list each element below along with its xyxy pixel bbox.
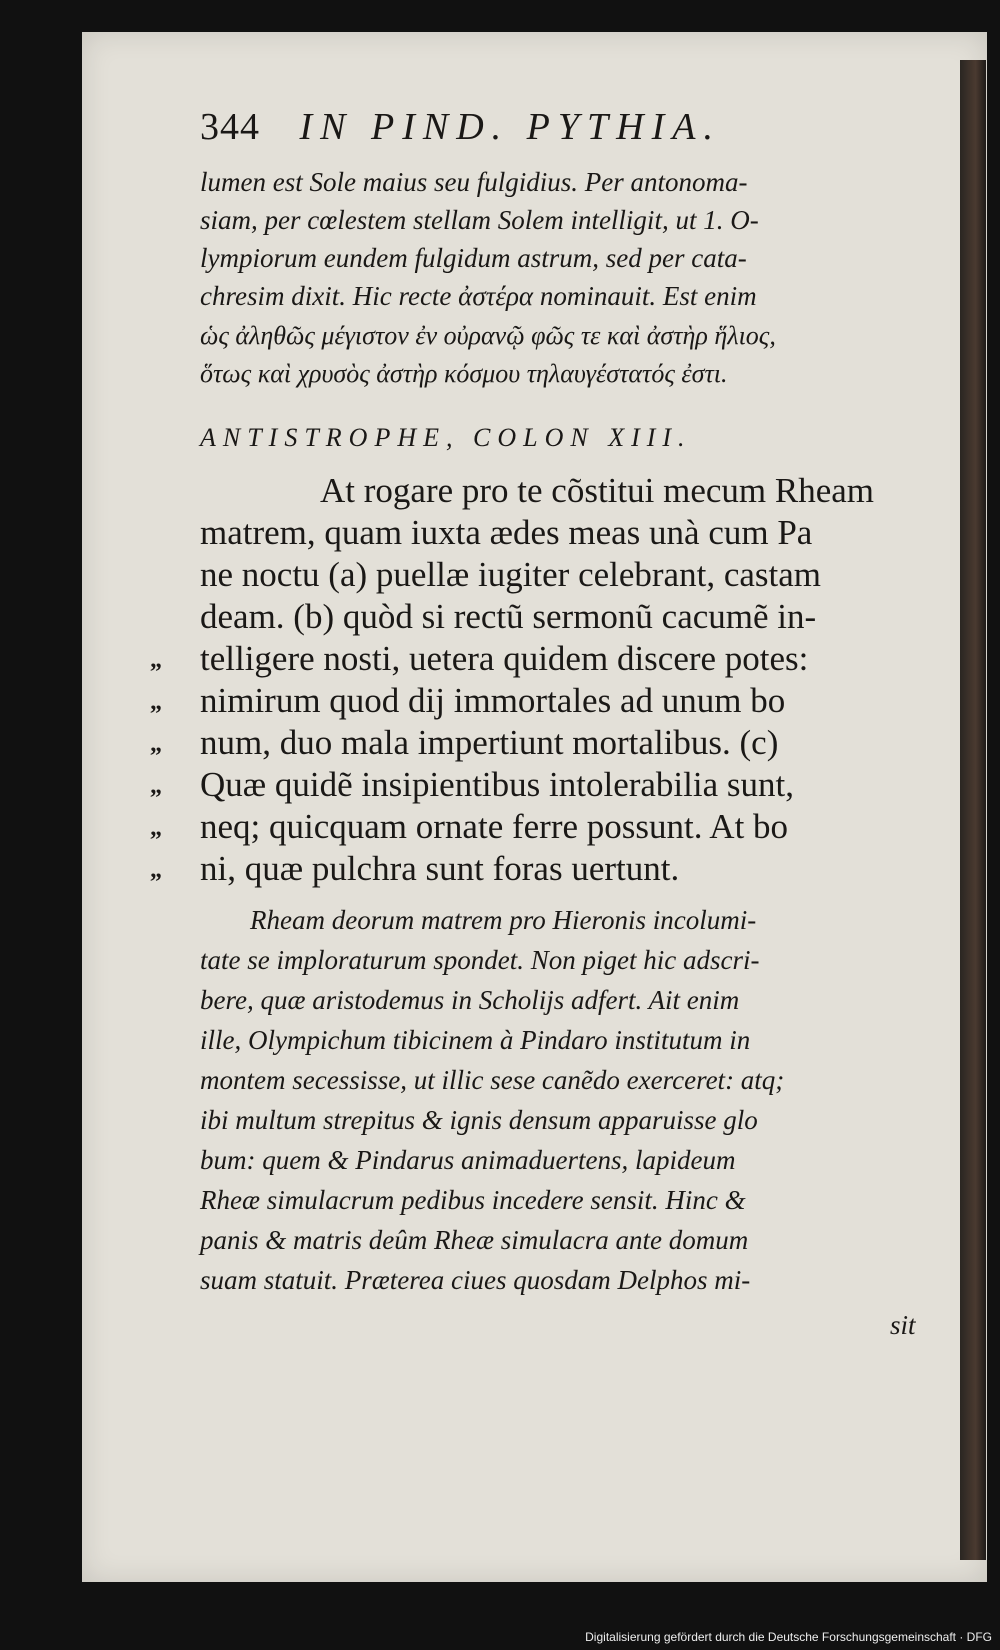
section-title: ANTISTROPHE, COLON XIII. xyxy=(200,423,692,452)
commentary-line: lympiorum eundem fulgidum astrum, sed per cata- xyxy=(200,243,747,273)
main-text-line: deam. (b) quòd si rectũ sermonũ cacumẽ in- xyxy=(200,597,817,636)
main-text-line: telligere nosti, uetera quidem discere potes: xyxy=(200,639,809,678)
commentary-line: suam statuit. Præterea ciues quosdam Delphos mi- xyxy=(200,1265,751,1295)
commentary-line: chresim dixit. Hic recte ἀστέρα nominauit. Est enim xyxy=(200,281,757,311)
book-edge xyxy=(960,60,986,1560)
quote-marker: „ xyxy=(150,815,162,841)
running-header xyxy=(200,105,960,149)
main-text-line: num, duo mala impertiunt mortalibus. (c) xyxy=(200,723,779,762)
commentary-line: ille, Olympichum tibicinem à Pindaro institutum in xyxy=(200,1025,751,1055)
page-number: 344 xyxy=(200,106,260,148)
commentary-line: Rheæ simulacrum pedibus incedere sensit. Hinc & xyxy=(200,1185,746,1215)
main-text-line: neq; quicquam ornate ferre possunt. At bo xyxy=(200,807,789,846)
commentary-line: montem secessisse, ut illic sese canẽdo exerceret: atq; xyxy=(200,1065,785,1095)
catchword: sit xyxy=(890,1310,916,1340)
main-text-line: At rogare pro te cõstitui mecum Rheam xyxy=(320,471,875,510)
commentary-line: tate se imploraturum spondet. Non piget hic adscri- xyxy=(200,945,760,975)
main-text-line: Quæ quidẽ insipientibus intolerabilia sunt, xyxy=(200,765,794,804)
main-text-line: ne noctu (a) puellæ iugiter celebrant, castam xyxy=(200,555,821,594)
quote-marker: „ xyxy=(150,857,162,883)
greek-line: ὅτως καὶ χρυσὸς ἀστὴρ κόσμου τηλαυγέστατός ἐστι. xyxy=(200,359,728,388)
commentary-line: ibi multum strepitus & ignis densum apparuisse glo xyxy=(200,1105,758,1135)
quote-marker: „ xyxy=(150,689,162,715)
quote-marker: „ xyxy=(150,731,162,757)
digitization-footer: Digitalisierung gefördert durch die Deutsche Forschungsgemeinschaft · DFG xyxy=(585,1630,992,1644)
quote-marker: „ xyxy=(150,773,162,799)
commentary-line: bum: quem & Pindarus animaduertens, lapideum xyxy=(200,1145,736,1175)
commentary-line: bere, quæ aristodemus in Scholijs adfert. Ait enim xyxy=(200,985,740,1015)
running-title: IN PIND. PYTHIA. xyxy=(299,106,721,148)
main-text-line: matrem, quam iuxta ædes meas unà cum Pa xyxy=(200,513,813,552)
quote-marker: „ xyxy=(150,647,162,673)
commentary-line: Rheam deorum matrem pro Hieronis incolumi- xyxy=(250,905,757,935)
main-text-line: ni, quæ pulchra sunt foras uertunt. xyxy=(200,849,680,888)
main-text-line: nimirum quod dij immortales ad unum bo xyxy=(200,681,786,720)
commentary-line: panis & matris deûm Rheæ simulacra ante domum xyxy=(200,1225,749,1255)
commentary-line: siam, per cœlestem stellam Solem intelligit, ut 1. O- xyxy=(200,205,759,235)
commentary-line: lumen est Sole maius seu fulgidius. Per antonoma- xyxy=(200,167,748,197)
greek-line: ὡς ἀληθῶς μέγιστον ἐν οὐρανῷ φῶς τε καὶ ἀστὴρ ἥλιος, xyxy=(200,321,776,350)
